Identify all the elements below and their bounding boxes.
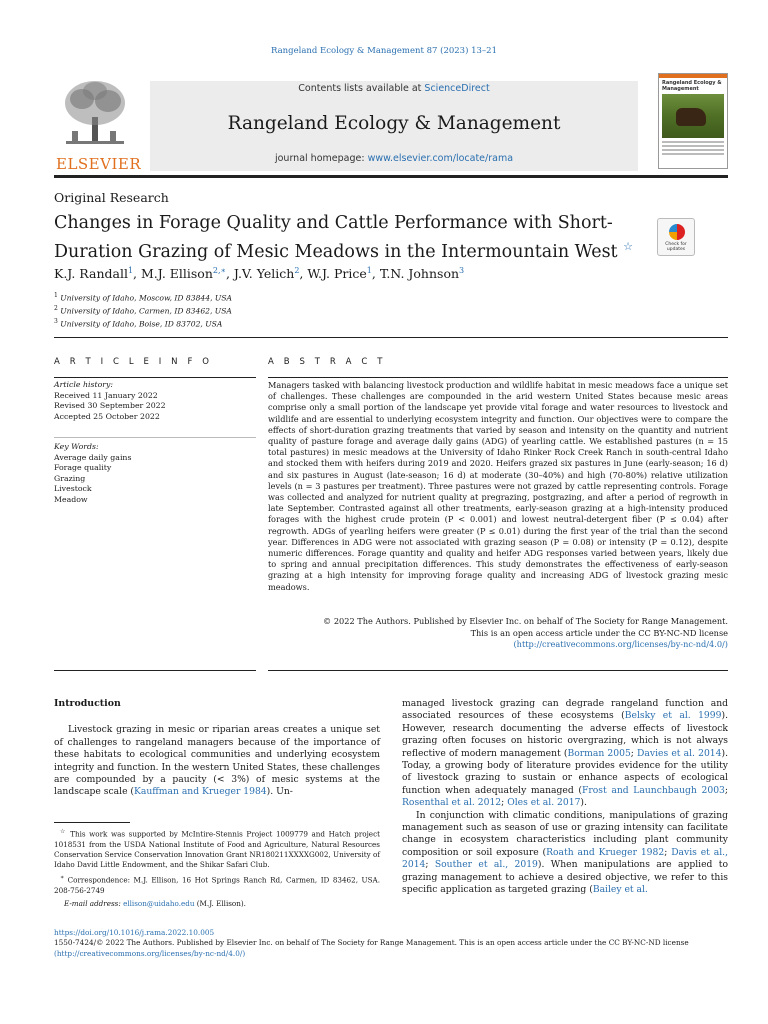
journal-cover-thumbnail[interactable] [658,73,728,169]
article-info-heading: A R T I C L E I N F O [54,357,213,367]
affiliations [54,291,232,330]
tree-icon [62,79,128,149]
email-footnote: E-mail address: ellison@uidaho.edu (M.J. Ellison). [64,899,246,908]
abstract-copyright: © 2022 The Authors. Published by Elsevier Inc. on behalf of The Society for Range Management. This is an open access article under the CC BY-NC-ND license (http://creativecommons.org/licenses/by-nc-nd/4.0/) [323,616,728,650]
reference-link[interactable]: Borman 2005 [567,747,631,759]
author[interactable]: K.J. Randall [54,266,128,282]
keywords: Key Words: Average daily gains Forage quality Grazing Livestock Meadow [54,442,256,506]
keyword: Grazing [54,473,86,483]
journal-header [54,73,728,173]
history-entry: Accepted 25 October 2022 [54,411,160,421]
affiliation: $^1$ University of Idaho, Moscow, ID 83844, USA [54,292,233,303]
reference-link[interactable]: Frost and Launchbaugh 2003 [581,784,725,796]
check-updates-label: Check for updates [665,242,687,252]
reference-link[interactable]: Roath and Krueger 1982 [546,846,665,858]
body-column-right [402,698,728,897]
reference-link[interactable]: Kauffman and Krueger 1984 [134,786,267,798]
author[interactable]: T.N. Johnson [379,266,460,282]
correspondence-footnote: ∗ Correspondence: M.J. Ellison, 16 Hot Springs Ranch Rd, Carmen, ID 83462, USA. 208-756-2749 [54,874,380,895]
keyword: Average daily gains [54,452,132,462]
cover-title: Rangeland Ecology & Management [662,80,722,92]
journal-title: Rangeland Ecology & Management [227,113,561,134]
publisher-name: ELSEVIER [56,155,142,173]
email-link[interactable]: ellison@uidaho.edu [123,899,195,908]
homepage-line: journal homepage: www.elsevier.com/locate/rama [274,153,514,164]
paragraph: Livestock grazing in mesic or riparian areas creates a unique set of challenges to rangeland managers because of the importance of these habitats to ecological communities and underlying ecosystem integrity and function. In the western United States, these challenges are compounded by a paucity (< 3%) of mesic systems at the landscape scale (Kauffman and Krueger 1984). Un- [54,724,380,798]
license-link[interactable]: (http://creativecommons.org/licenses/by-nc-nd/4.0/) [513,639,728,650]
check-for-updates-badge[interactable] [657,218,695,256]
divider [54,337,728,338]
author[interactable]: J.V. Yelich [233,266,295,282]
journal-box [150,81,638,171]
reference-link[interactable]: Rosenthal et al. 2012 [402,797,502,809]
issn-line: 1550-7424/© 2022 The Authors. Published by Elsevier Inc. on behalf of The Society for Range Management. This is an open access article under the CC BY-NC-ND license [54,938,689,948]
article-title: Changes in Forage Quality and Cattle Performance with Short-Duration Grazing of Mesic Meadows in the Intermountain West ☆ [54,213,634,262]
cover-photo [662,94,724,138]
author[interactable]: W.J. Price [307,266,367,282]
body-column-left [54,698,380,799]
keyword: Meadow [54,494,88,504]
footer-license-link[interactable]: (http://creativecommons.org/licenses/by-nc-nd/4.0/) [54,948,246,958]
article-history: Article history: Received 11 January 2022 Revised 30 September 2022 Accepted 25 October 2022 [54,380,256,422]
reference-link[interactable]: Souther et al., 2019 [434,859,538,871]
reference-link[interactable]: Davis et al., 2014 [402,846,728,871]
reference-link[interactable]: Bailey et al. [592,884,648,896]
author[interactable]: M.J. Ellison [141,266,213,282]
crossmark-icon [669,224,685,240]
elsevier-logo [54,79,142,173]
reference-link[interactable]: Belsky et al. 1999 [624,710,722,722]
history-entry: Revised 30 September 2022 [54,401,166,411]
contents-line: Contents lists available at ScienceDirect [298,83,490,94]
journal-homepage-link[interactable]: www.elsevier.com/locate/rama [367,153,514,164]
header-divider [54,175,728,178]
article-type: Original Research [54,190,169,205]
reference-link[interactable]: Oles et al. 2017 [507,797,581,809]
abstract-heading: A B S T R A C T [268,357,386,367]
sciencedirect-link[interactable]: ScienceDirect [424,83,490,94]
doi-link[interactable]: https://doi.org/10.1016/j.rama.2022.10.005 [54,928,215,937]
reference-link[interactable]: Davies et al. 2014 [637,747,722,759]
author-list: K.J. Randall$^1$, M.J. Ellison$^{2,∗}$, J.V. Yelich$^2$, W.J. Price$^1$, T.N. Johnson$^3$ [54,266,465,282]
affiliation: $^2$ University of Idaho, Carmen, ID 83462, USA [54,304,232,316]
keyword: Livestock [54,484,92,494]
footnotes [54,827,380,912]
affiliation: $^3$ University of Idaho, Boise, ID 83702, USA [54,317,223,329]
journal-citation-link[interactable]: Rangeland Ecology & Management 87 (2023) 13–21 [271,46,497,56]
page-footer [54,928,728,959]
abstract-text: Managers tasked with balancing livestock production and wildlife habitat in mesic meadows face a unique set of challenges. These challenges are compounded in the arid western United States because mesic areas comprise only a small portion of the landscape yet provide vital forage and water resources to livestock and wildlife and are essential to underlying ecosystem integrity and function. Our objectives were to compare the effects of short-duration grazing treatments that varied by season and intensity on the quantity and nutrient quality of pasture forage and average daily gains (ADG) of yearling cattle. We established pastures (n = 15 total pastures) in mesic meadows at the University of Idaho Rinker Rock Creek Ranch in south-central Idaho and stocked them with heifers during 2019 and 2020. Heifers grazed six pastures in June (early-season; 16 d) and six pastures in August (late-season; 16 d) at moderate (30–40%) and high (70-80%) relative utilization levels (n = 3 pastures per treatment). Three pastures were not grazed by cattle representing controls. Forage was collected and analyzed for nutrient quality at pregrazing, postgrazing, and after a period of regrowth in late September. Contrasted against all other treatments, early-season grazing at a high-intensity produced forages with the highest crude protein (P < 0.001) and lowest neutral-detergent fiber (P ≤ 0.04) after regrowth. ADGs of yearling heifers were greater (P ≤ 0.01) during the first year of the trial than the second year. Differences in ADG were not associated with grazing season (P = 0.08) or intensity (P = 0.12), despite numeric differences. Forage quantity and quality and heifer ADG responses varied between years, likely due to spring and annual precipitation differences. This study demonstrates the effectiveness of early-season grazing at a high intensity for improving forage quality and increasing ADG of livestock grazing mesic meadows. [268,380,728,592]
history-entry: Received 11 January 2022 [54,390,158,400]
paragraph: managed livestock grazing can degrade rangeland function and associated resources of these ecosystems (Belsky et al. 1999). However, research documenting the adverse effects of livestock grazing often focuses on historic overgrazing, which is not always reflective of modern management (Borman 2005; Davies et al. 2014). Today, a growing body of literature provides evidence for the utility of livestock grazing to sustain or enhance aspects of ecological function when adequately managed (Frost and Launchbaugh 2003; Rosenthal et al. 2012; Oles et al. 2017). [402,698,728,809]
paragraph: In conjunction with climatic conditions, manipulations of grazing management such as season of use or grazing intensity can facilitate change in ecosystem characteristics including plant community composition or soil exposure (Roath and Krueger 1982; Davis et al., 2014; Souther et al., 2019). When manipulations are applied to grazing management to achieve a desired objective, we refer to this specific application as targeted grazing (Bailey et al. [402,809,728,896]
title-footnote-link[interactable]: ☆ [623,240,634,253]
section-heading: Introduction [54,698,121,709]
keyword: Forage quality [54,463,112,473]
funding-footnote: ☆ This work was supported by McIntire-Stennis Project 1009779 and Hatch project 1018531 from the USDA National Institute of Food and Agriculture, Natural Resources Conservation Service Conservation Innovation Grant NR180211XXXXG002, University of Idaho David Little Endowment, and the Shikar Safari Club. [54,828,380,869]
